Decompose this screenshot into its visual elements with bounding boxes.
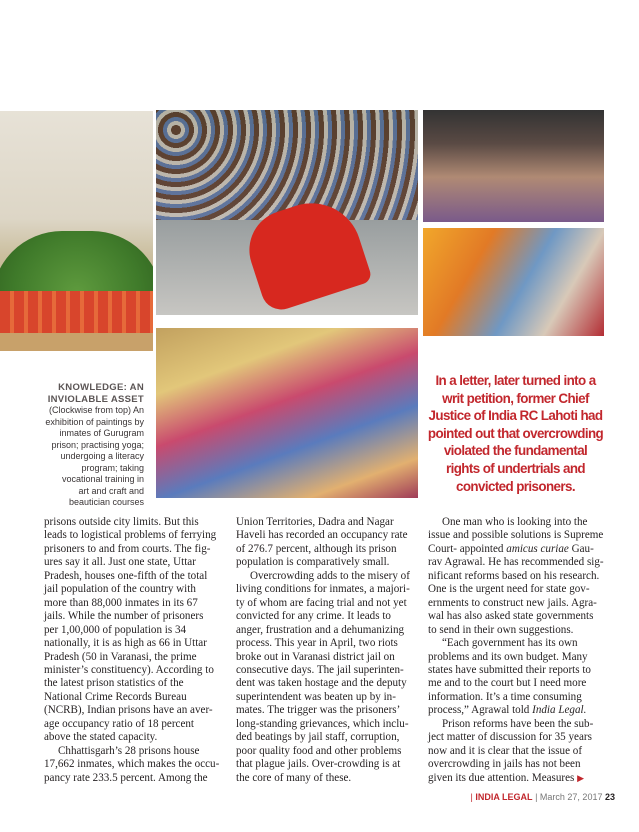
caption-line: art and craft and — [78, 485, 144, 496]
text-line: anger, frustration and a dehumanizing — [236, 623, 405, 636]
text-line: ded beatings by jail staff, corruption, — [236, 731, 400, 744]
text-line: jail population of the country with — [44, 583, 196, 596]
text-line: the latest prison statistics of the — [44, 677, 184, 690]
text-run: given its due attention. Measures — [428, 771, 575, 784]
text-line: prisons outside city limits. But this — [44, 516, 199, 528]
text-line: (NCRB), Indian prisons have an aver- — [44, 704, 213, 717]
pull-quote-line: convicted prisoners. — [456, 478, 575, 494]
text-line: nificant reforms based on his research. — [428, 569, 600, 582]
text-line: leads to logistical problems of ferrying — [44, 529, 217, 542]
text-line: ures say it all. Just one state, Uttar — [44, 556, 196, 569]
text-line: Prison reforms have been the sub- — [442, 717, 594, 730]
body-column-2 — [236, 516, 414, 785]
wall-shape — [0, 291, 153, 333]
text-line: convicted for any crime. It leads to — [236, 610, 391, 623]
text-line: ty of whom are facing trial and not yet — [236, 596, 407, 609]
text-line: One is the urgent need for state gov- — [428, 583, 590, 596]
text-line: consecutive days. The jail superinten- — [236, 663, 404, 676]
footer-brand: INDIA LEGAL — [475, 792, 533, 802]
photo-caption — [30, 382, 144, 509]
text-line: of 276.7 percent, although its prison — [236, 542, 397, 555]
text-line: that plague jails. Over-crowding is at — [236, 758, 401, 771]
text-line: Pradesh, houses one-fifth of the total — [44, 569, 208, 582]
page-number: 23 — [604, 792, 615, 802]
caption-line: (Clockwise from top) An — [48, 405, 144, 415]
text-line: states have submitted their reports to — [428, 663, 591, 676]
text-line: problems and its own budget. Many — [428, 650, 588, 663]
caption-heading: KNOWLEDGE: AN INVIOLABLE ASSET — [47, 382, 144, 405]
text-line: National Crime Records Bureau — [44, 690, 187, 703]
text-line: per 1,00,000 of population is 34 — [44, 623, 187, 636]
text-line: Union Territories, Dadra and Nagar — [236, 516, 394, 528]
text-line: process. This year in April, two riots — [236, 637, 398, 650]
pull-quote-line: Justice of India RC Lahoti had — [428, 408, 603, 424]
text-line: broke out in Varanasi district jail on — [236, 650, 395, 663]
text-line — [428, 772, 608, 785]
text-line: “Each government has its own — [442, 637, 578, 650]
continue-arrow-icon: ▶ — [577, 772, 585, 783]
pull-quote-line: writ petition, former Chief — [442, 390, 589, 406]
pull-quote-line: violated the fundamental — [443, 443, 588, 459]
photo-literacy-program — [156, 328, 418, 498]
body-column-1 — [44, 516, 222, 785]
italic-term: India Legal. — [532, 704, 587, 717]
text-line: poor quality food and other problems — [236, 744, 402, 757]
road-shape — [0, 333, 153, 351]
crowd-shape — [156, 110, 418, 220]
text-line: above the stated capacity. — [44, 731, 158, 744]
text-line: ject matter of discussion for 35 years — [428, 731, 592, 744]
pull-quote-line: rights of undertrials and — [445, 460, 585, 476]
photo-exhibition-building — [0, 111, 153, 351]
caption-line: exhibition of paintings by — [45, 416, 144, 427]
footer-pipe: | — [470, 792, 473, 802]
text-line: One man who is looking into the — [442, 516, 588, 528]
text-line: Haveli has recorded an occupancy rate — [236, 529, 408, 542]
body-column-3 — [428, 516, 608, 785]
pull-quote-line: In a letter, later turned into a — [435, 373, 596, 388]
photo-art-craft — [423, 228, 604, 336]
text-line — [428, 704, 608, 717]
text-line: jails. While the number of prisoners — [44, 610, 204, 623]
photo-beautician-course — [423, 110, 604, 222]
pull-quote-line: pointed out that overcrowding — [427, 425, 604, 441]
text-run: Gau- — [568, 542, 594, 555]
text-line: long-standing grievances, which inclu- — [236, 717, 409, 730]
text-line: Chhattisgarh’s 28 prisons house — [58, 744, 200, 757]
text-line: to send in their own suggestions. — [428, 623, 574, 636]
text-line: superintendent was beaten up by in- — [236, 690, 396, 703]
text-line: dent was taken hostage and the deputy — [236, 677, 407, 690]
caption-line: undergoing a literacy — [60, 451, 144, 461]
text-line: me and to the court but I need more — [428, 677, 587, 690]
caption-line: program; taking — [81, 462, 144, 473]
text-line: issue and possible solutions is Supreme — [428, 529, 604, 542]
caption-line: beautician courses — [68, 497, 144, 507]
footer-date: | March 27, 2017 — [535, 792, 603, 802]
text-line: age occupancy ratio of 18 percent — [44, 717, 194, 730]
photo-yoga — [156, 110, 418, 315]
text-line: rav Agrawal. He has recommended sig- — [428, 556, 604, 569]
text-line — [428, 543, 608, 556]
italic-term: amicus curiae — [506, 542, 569, 555]
text-line: Overcrowding adds to the misery of — [250, 569, 410, 582]
text-line: pancy rate 233.5 percent. Among the — [44, 771, 208, 784]
text-line: Pradesh (50 in Varanasi, the prime — [44, 650, 197, 663]
text-line: more than 88,000 inmates in its 67 — [44, 596, 198, 609]
pull-quote — [418, 372, 613, 495]
text-line: wal has also asked state governments — [428, 610, 594, 623]
text-line: overcrowding in jails has not been — [428, 758, 581, 771]
text-run: process,” Agrawal told — [428, 704, 533, 717]
text-line: minister’s constituency). According to — [44, 663, 214, 676]
text-line: the core of many of these. — [236, 771, 352, 784]
caption-line: vocational training in — [61, 474, 144, 484]
text-line: prisoners to and from courts. The fig- — [44, 542, 211, 555]
text-line: mates. The trigger was the prisoners’ — [236, 704, 401, 717]
text-line: now and it is clear that the issue of — [428, 744, 583, 757]
text-line: nationally, it is as high as 66 in Uttar — [44, 637, 207, 650]
text-line: ernments to construct new jails. Agra- — [428, 596, 597, 609]
text-line: information. It’s a time consuming — [428, 690, 582, 703]
caption-line: inmates of Gurugram — [59, 428, 144, 438]
text-line: population is comparatively small. — [236, 556, 390, 569]
text-line: living conditions for inmates, a majori- — [236, 583, 410, 596]
text-run: Court- appointed — [428, 542, 507, 555]
text-line: 17,662 inmates, which makes the occu- — [44, 758, 220, 771]
page-footer — [455, 792, 615, 802]
caption-line: prison; practising yoga; — [51, 439, 144, 450]
